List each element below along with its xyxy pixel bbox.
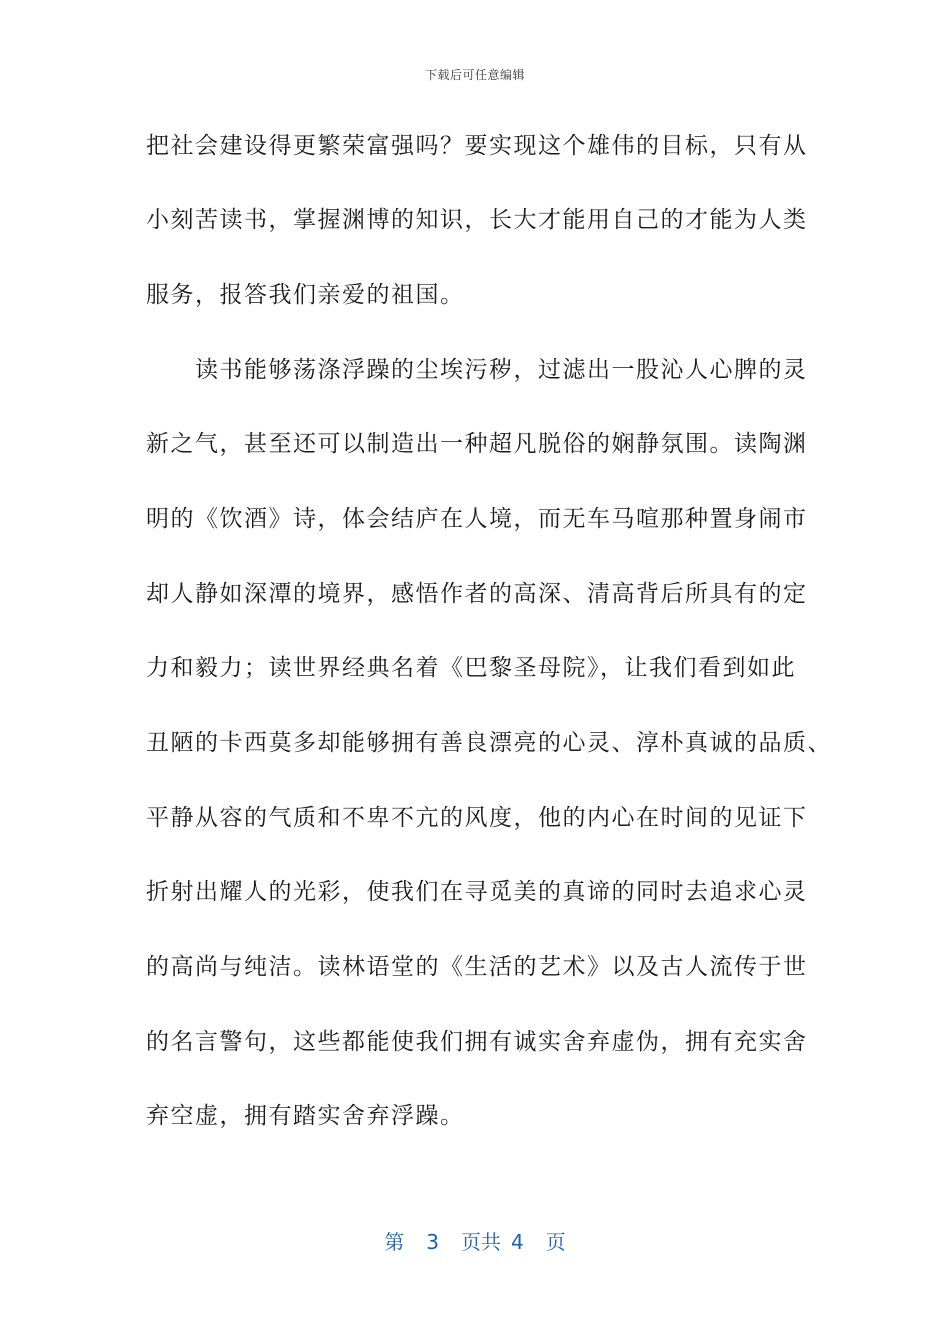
header-note: 下载后可任意编辑 <box>424 68 525 82</box>
text-line: 服务，报答我们亲爱的祖国。 <box>146 282 465 308</box>
text-line: 的高尚与纯洁。读林语堂的《生活的艺术》以及古人流传于世 <box>146 954 808 980</box>
text-line: 把社会建设得更繁荣富强吗？要实现这个雄伟的目标，只有从 <box>146 133 808 159</box>
page-footer <box>0 1226 950 1255</box>
text-line: 读书能够荡涤浮躁的尘埃污秽，过滤出一股沁人心脾的灵 <box>146 357 808 383</box>
text-line: 小刻苦读书，掌握渊博的知识，长大才能用自己的才能为人类 <box>146 207 808 233</box>
text-line: 新之气，甚至还可以制造出一种超凡脱俗的娴静氛围。读陶渊 <box>146 431 808 457</box>
text-line: 丑陋的卡西莫多却能够拥有善良漂亮的心灵、淳朴真诚的品质、 <box>146 730 832 756</box>
page-mid: 页共 <box>461 1230 501 1254</box>
text-line: 折射出耀人的光彩，使我们在寻觅美的真谛的同时去追求心灵 <box>146 879 808 905</box>
text-line: 的名言警句，这些都能使我们拥有诚实舍弃虚伪，拥有充实舍 <box>146 1029 808 1055</box>
text-line: 明的《饮酒》诗，体会结庐在人境，而无车马喧那种置身闹市 <box>146 506 808 532</box>
page-prefix: 第 <box>384 1230 405 1254</box>
total-pages-number: 4 <box>511 1230 524 1254</box>
page-suffix: 页 <box>545 1230 566 1254</box>
text-line: 弃空虚，拥有踏实舍弃浮躁。 <box>146 1103 465 1129</box>
text-line: 平静从容的气质和不卑不亢的风度，他的内心在时间的见证下 <box>146 805 808 831</box>
current-page-number: 3 <box>426 1230 439 1254</box>
text-line: 力和毅力；读世界经典名着《巴黎圣母院》，让我们看到如此 <box>146 655 796 681</box>
text-line: 却人静如深潭的境界，感悟作者的高深、清高背后所具有的定 <box>146 581 808 607</box>
